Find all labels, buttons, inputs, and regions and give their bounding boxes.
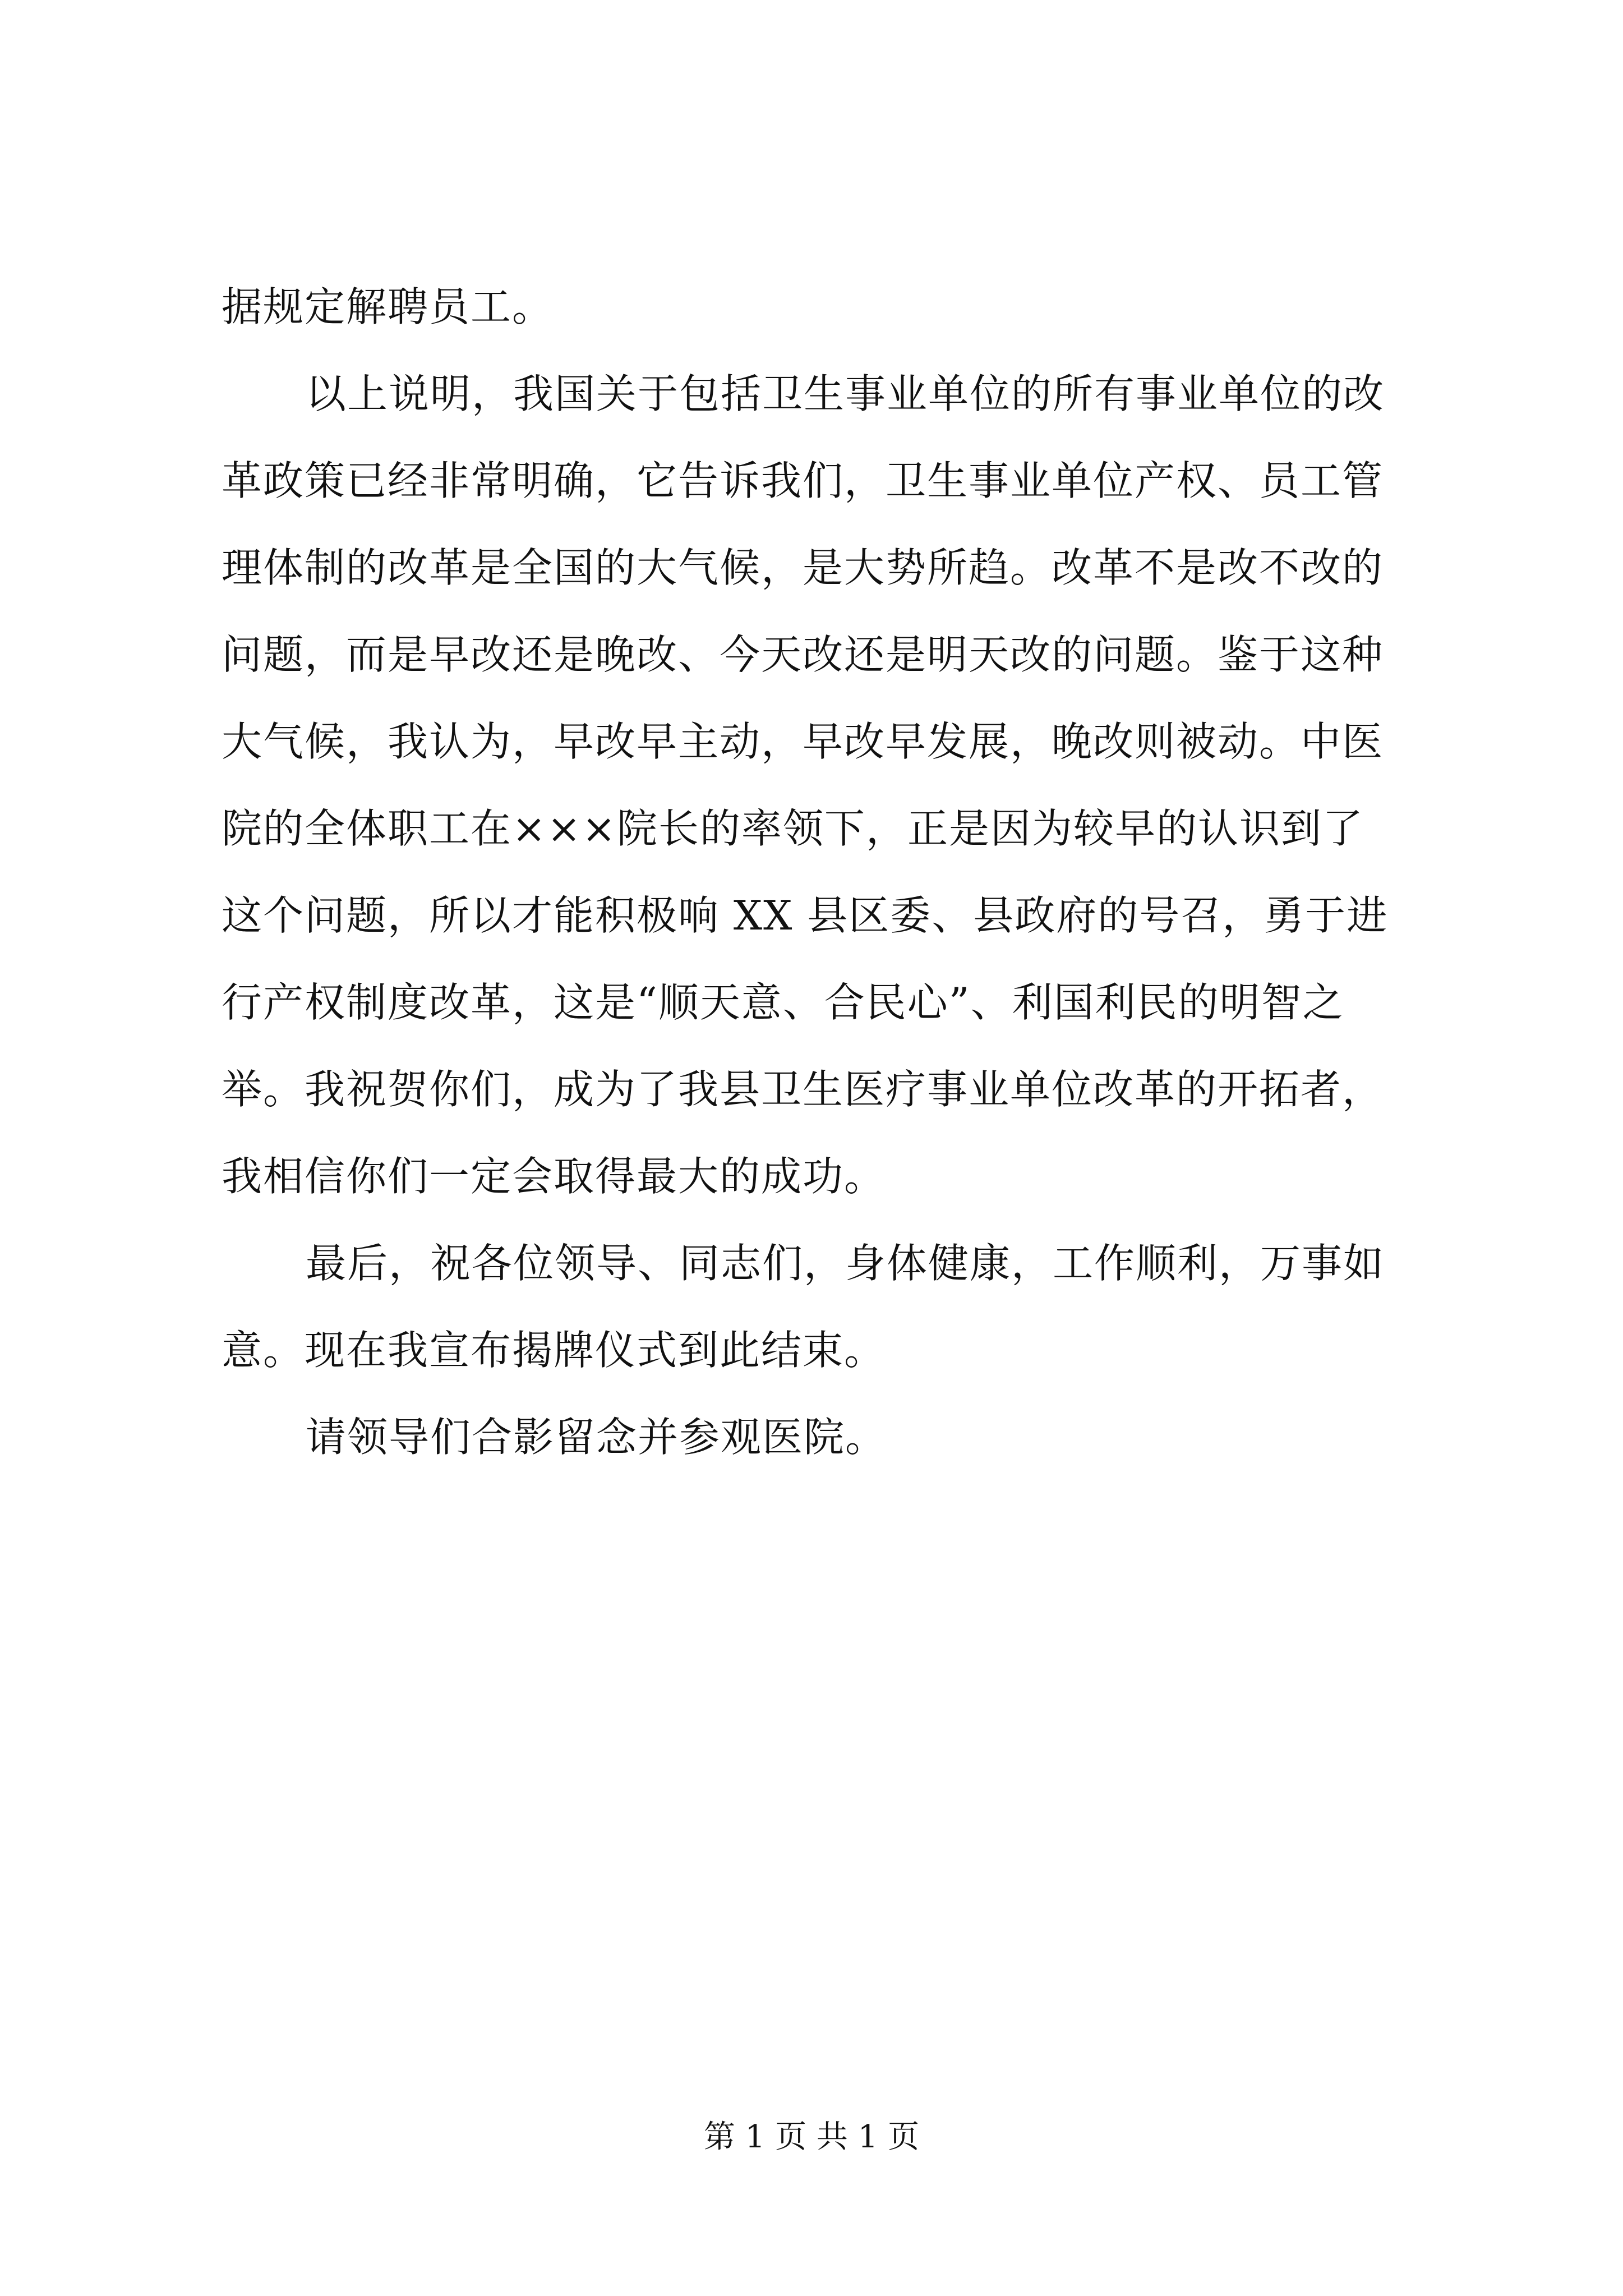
document-body [222, 264, 1427, 1481]
paragraph-start-line: 最后，祝各位领导、同志们，身体健康，工作顺利，万事如 [306, 1240, 1385, 1287]
paragraph-start-line: 请领导们合影留念并参观医院。 [306, 1414, 887, 1461]
paragraph-start-line: 以上说明，我国关于包括卫生事业单位的所有事业单位的改 [306, 370, 1385, 417]
text-line: 革政策已经非常明确，它告诉我们，卫生事业单位产权、员工管 [222, 457, 1384, 504]
text-line: 意。现在我宣布揭牌仪式到此结束。 [222, 1327, 886, 1374]
text-line: 举。我祝贺你们，成为了我县卫生医疗事业单位改革的开拓者， [222, 1066, 1384, 1113]
text-line: 大气候，我认为，早改早主动，早改早发展，晚改则被动。中医 [222, 718, 1384, 765]
text-line: 这个问题，所以才能积极响 XX 县区委、县政府的号召，勇于进 [222, 892, 1389, 939]
text-line: 行产权制度改革，这是“顺天意、合民心”、利国利民的明智之 [222, 979, 1344, 1026]
text-line: 理体制的改革是全国的大气候，是大势所趋。改革不是改不改的 [222, 544, 1384, 591]
text-line: 问题，而是早改还是晚改、今天改还是明天改的问题。鉴于这种 [222, 631, 1384, 678]
page-number-footer: 第 1 页 共 1 页 [703, 2119, 920, 2155]
text-line: 我相信你们一定会取得最大的成功。 [222, 1153, 886, 1200]
text-line: 院的全体职工在×××院长的率领下，正是因为较早的认识到了 [222, 805, 1364, 852]
text-line: 据规定解聘员工。 [222, 283, 554, 330]
